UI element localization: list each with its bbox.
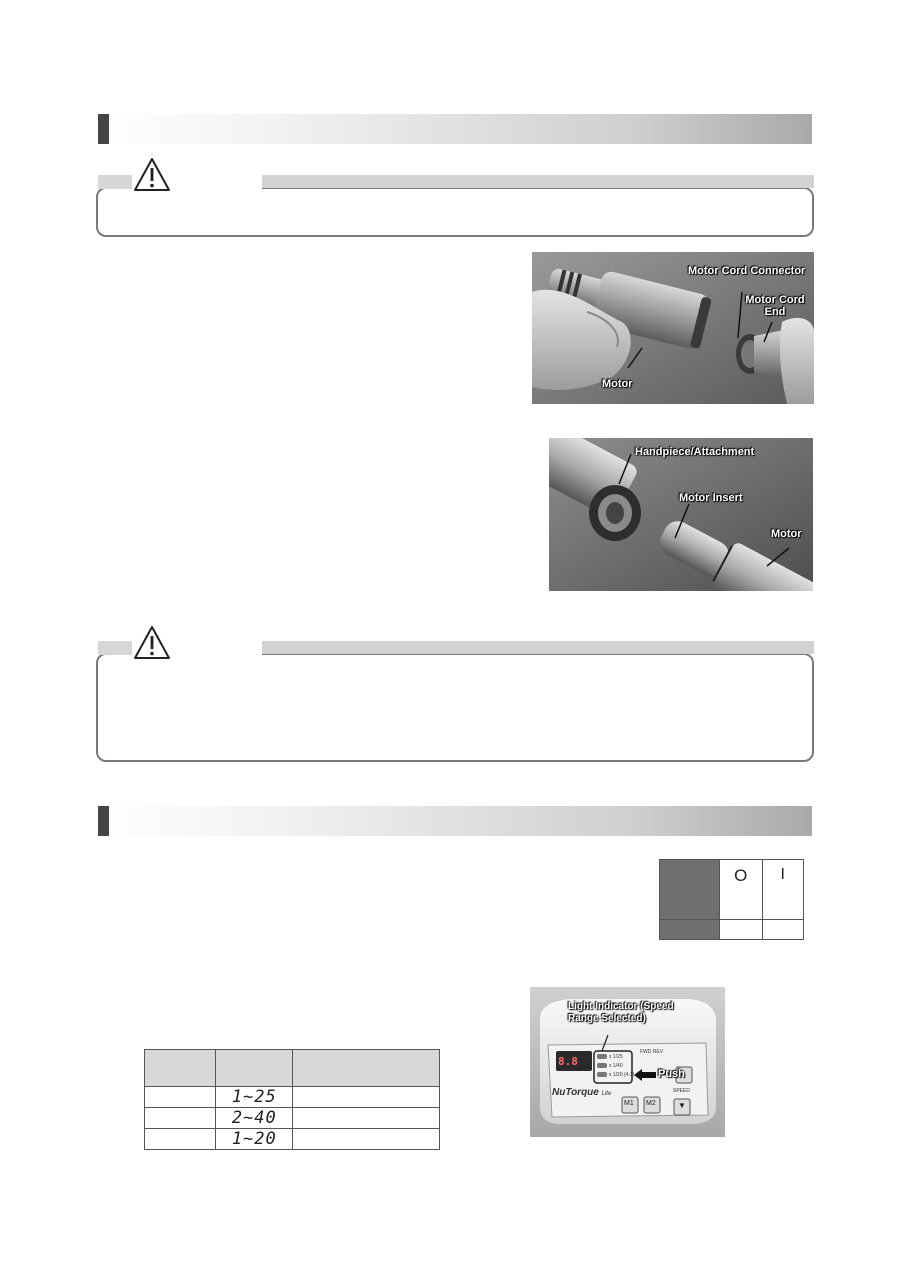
handpiece-photo-art xyxy=(549,438,813,591)
speed-range-value: 1~25 xyxy=(231,1087,277,1107)
switch-off-cell xyxy=(720,860,763,920)
section-header-tick xyxy=(98,806,109,836)
switch-off-value-cell xyxy=(720,920,763,940)
rev-label: REV xyxy=(652,1049,664,1055)
section-header-tick xyxy=(98,114,109,144)
speed-row-note xyxy=(293,1108,440,1129)
motor-insert-label: Motor Insert xyxy=(679,492,743,504)
speed-row-range xyxy=(216,1087,293,1108)
motor-cord-end-label: Motor Cord End xyxy=(745,294,805,318)
push-label: Push xyxy=(658,1068,685,1080)
caution-tab-2 xyxy=(98,641,132,655)
switch-on-value-cell xyxy=(762,920,803,940)
speed-button-label: SPEED xyxy=(673,1088,690,1094)
speed-option: x 1/25 xyxy=(609,1054,623,1060)
speed-row-ratio xyxy=(145,1129,216,1150)
brand-suffix: Lite xyxy=(601,1091,612,1097)
speed-row xyxy=(145,1108,440,1129)
speed-row-range xyxy=(216,1129,293,1150)
caution-box-2 xyxy=(96,653,814,762)
speed-range-table xyxy=(144,1049,440,1150)
light-indicator-label: Light Indicator (Speed Range Selected) xyxy=(568,1001,674,1024)
speed-option: x 1/40 xyxy=(609,1063,623,1069)
caution-header-line-2 xyxy=(262,641,814,654)
speed-header-cell-1 xyxy=(145,1050,216,1087)
speed-header-cell-3 xyxy=(293,1050,440,1087)
handpiece-photo xyxy=(549,438,813,591)
brand-logo xyxy=(552,1087,611,1098)
power-switch-table xyxy=(659,859,804,940)
direction-labels xyxy=(640,1049,663,1055)
speed-row-range xyxy=(216,1108,293,1129)
caution-header-line-1 xyxy=(262,175,814,188)
m2-button[interactable]: M2 xyxy=(646,1100,656,1107)
handpiece-attachment-label: Handpiece/Attachment xyxy=(635,446,755,458)
warning-triangle-icon xyxy=(133,157,171,193)
caution-box-1 xyxy=(96,187,814,237)
speed-range-options xyxy=(609,1053,634,1080)
warning-triangle-icon xyxy=(133,625,171,661)
m1-button[interactable]: M1 xyxy=(624,1100,634,1107)
speed-range-value: 1~20 xyxy=(231,1129,277,1149)
speed-display: 8.8 xyxy=(558,1055,578,1068)
speed-row xyxy=(145,1129,440,1150)
speed-row-note xyxy=(293,1129,440,1150)
speed-row-note xyxy=(293,1087,440,1108)
motor-cord-connector-label: Motor Cord Connector xyxy=(688,265,806,277)
control-unit-photo xyxy=(530,987,725,1137)
section-header-bar-1 xyxy=(98,114,812,144)
motor-label-1: Motor xyxy=(602,378,633,390)
motor-label-2: Motor xyxy=(771,528,802,540)
speed-row-ratio xyxy=(145,1108,216,1129)
brand-name: NuTorque xyxy=(552,1087,599,1098)
caution-tab-1 xyxy=(98,175,132,189)
switch-row-label-cell xyxy=(660,920,720,940)
speed-down-button[interactable]: ▼ xyxy=(678,1101,686,1110)
switch-on-cell xyxy=(762,860,803,920)
speed-header-cell-2 xyxy=(216,1050,293,1087)
switch-header-cell xyxy=(660,860,720,920)
section-header-bar-2 xyxy=(98,806,812,836)
switch-on-symbol: I xyxy=(780,866,785,883)
speed-row-ratio xyxy=(145,1087,216,1108)
fwd-label: FWD xyxy=(640,1049,652,1055)
speed-range-value: 2~40 xyxy=(231,1108,277,1128)
switch-off-symbol: O xyxy=(734,866,748,885)
speed-option: x 1/20 (4:1) xyxy=(609,1072,635,1078)
motor-cord-photo xyxy=(532,252,814,404)
speed-row xyxy=(145,1087,440,1108)
